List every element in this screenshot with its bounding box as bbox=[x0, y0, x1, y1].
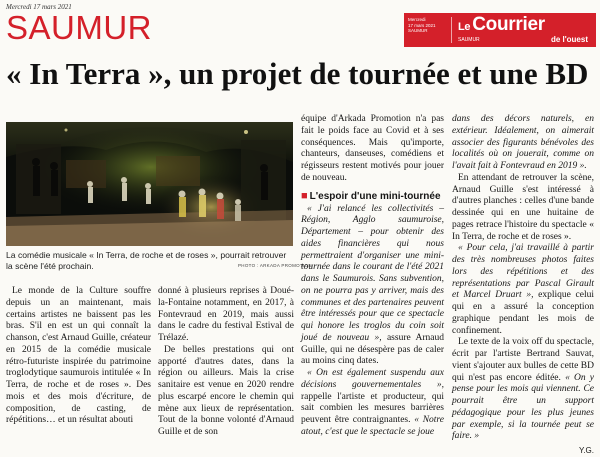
masthead-logo-title: Courrier bbox=[472, 14, 545, 35]
stage-photo-illustration bbox=[6, 122, 293, 246]
subhead-bullet-icon: ■ bbox=[301, 189, 308, 202]
article-column-1 bbox=[6, 286, 151, 427]
section-title: SAUMUR bbox=[6, 9, 153, 46]
article-photo bbox=[6, 122, 293, 246]
masthead-edition: SAUMUR bbox=[458, 37, 480, 43]
dateline: Mercredi 17 mars 2021 bbox=[6, 3, 72, 11]
article-column-3 bbox=[301, 114, 444, 439]
article-subhead bbox=[301, 190, 444, 203]
article-paragraph bbox=[301, 204, 444, 369]
masthead-subtitle: de l'ouest bbox=[550, 35, 588, 44]
article-paragraph bbox=[452, 337, 594, 443]
photo-credit: PHOTO : ARKADA PROMOTION bbox=[238, 263, 312, 268]
article-headline: « In Terra », un projet de tournée et une BD bbox=[6, 56, 589, 91]
paragraph-text: explique celui qui en a assuré la conception graphique pendant les mois de confinement. bbox=[452, 290, 594, 336]
masthead-logo bbox=[458, 15, 545, 34]
quote: « Notre atout, c'est que le spectacle se joue bbox=[301, 415, 444, 437]
subhead-text: L'espoir d'une mini-tournée bbox=[309, 190, 441, 202]
article-paragraph bbox=[301, 368, 444, 439]
masthead-logo-prefix: Le bbox=[458, 21, 471, 33]
paragraph-text: Le texte de la voix off du spectacle, écrit par l'artiste Bertrand Sauvat, vient s'ajouter aux bulles de cette BD qui n'est pas encore éditée. bbox=[452, 337, 594, 383]
article-paragraph: dans des décors naturels, en extérieur. Idéalement, on aimerait associer des figurants bénévoles des localités où on jouerait, comme on l'avait fait à Fontevraud en 2019 ». bbox=[452, 114, 594, 171]
quote: « Pour cela, j'ai travaillé à partir des très nombreuses photos faites lors des répétitions et des représentations par Pascal Girault et Marcel Druart », bbox=[452, 243, 594, 301]
article-column-2 bbox=[158, 286, 294, 439]
masthead-info-line: SAUMUR bbox=[408, 28, 428, 33]
article-paragraph: Le monde de la Culture souffre depuis un an maintenant, mais certains artistes ne baissent pas les bras. S'il en est un qui connaît la chanson, c'est Arnaud Guille, créateur en 2015 de la comédie musicale rétro-futuriste inspirée du patrimoine troglodytique saumurois intitulée « In Terra, de roche et de roses ». Des mois et des mois d'écriture, de composition, de casting, de répétitions… et un résultat abouti bbox=[6, 286, 151, 426]
quote: « On y pense pour les mois qui viennent. Ce pourrait être un support pédagogique pour les plus jeunes par exemple, si la tournée peut se faire. » bbox=[452, 372, 595, 442]
quote: « On est également suspendu aux décisions gouvernementales », bbox=[301, 368, 444, 390]
paragraph-text: rappelle l'artiste et producteur, qui sait combien les mesures barrières peuvent être contraignantes. bbox=[301, 391, 444, 425]
masthead-info-line: 17 mars 2021 bbox=[408, 22, 436, 28]
masthead-info-line: Mercredi bbox=[408, 17, 426, 22]
article-column-4 bbox=[452, 114, 594, 457]
quote: « J'ai relancé les collectivités – Région, Agglo saumuroise, Département – pour obtenir des aides financières qui nous permettraient d'organiser une mini-tournée dans le courant de l'été 2021 dans le Saumurois. Sans subvention, on ne pourra pas y arriver, mais des communes et des partenaires peuvent être intéressés pour que ce spectacle qui honore les troglos du coin soit joué de nouveau », bbox=[301, 203, 444, 343]
article-paragraph: En attendant de retrouver la scène, Arnaud Guille s'est intéressé à d'autres planches : celles d'une bande dessinée qui en une huitaine de pages retrace l'histoire du spectacle « In Terra, de roche et de roses ». bbox=[452, 172, 594, 242]
author-signature: Y.G. bbox=[579, 446, 594, 455]
article-paragraph: donné à plusieurs reprises à Doué-la-Fontaine notamment, en 2017, à Fontevraud en 2019, mais aussi dans le cadre du festival Estival de Trélazé. bbox=[158, 286, 294, 343]
article-paragraph bbox=[452, 243, 594, 337]
article-paragraph: De belles prestations qui ont apporté d'autres dates, dans la région ou ailleurs. Mais la crise sanitaire est venue en 2020 rendre plus escarpé encore le chemin qui mène aux lieux de représentation. Tout de la bonne volonté d'Arnaud Guille et de son bbox=[158, 344, 294, 437]
paragraph-text: assure Arnaud Guille, qui ne désespère pas de caler au moins cinq dates. bbox=[301, 332, 444, 367]
masthead bbox=[404, 13, 596, 47]
photo-caption: La comédie musicale « In Terra, de roche et de roses », pourrait retrouver la scène l'été prochain. bbox=[6, 250, 287, 271]
article-paragraph: équipe d'Arkada Promotion n'a pas fait le poids face au Covid et à ses conséquences. Mais qu'importe, chanteurs, danseuses, comédiens et régisseurs restent motivés pour jouer de nouveau. bbox=[301, 114, 444, 183]
masthead-info bbox=[408, 17, 452, 43]
